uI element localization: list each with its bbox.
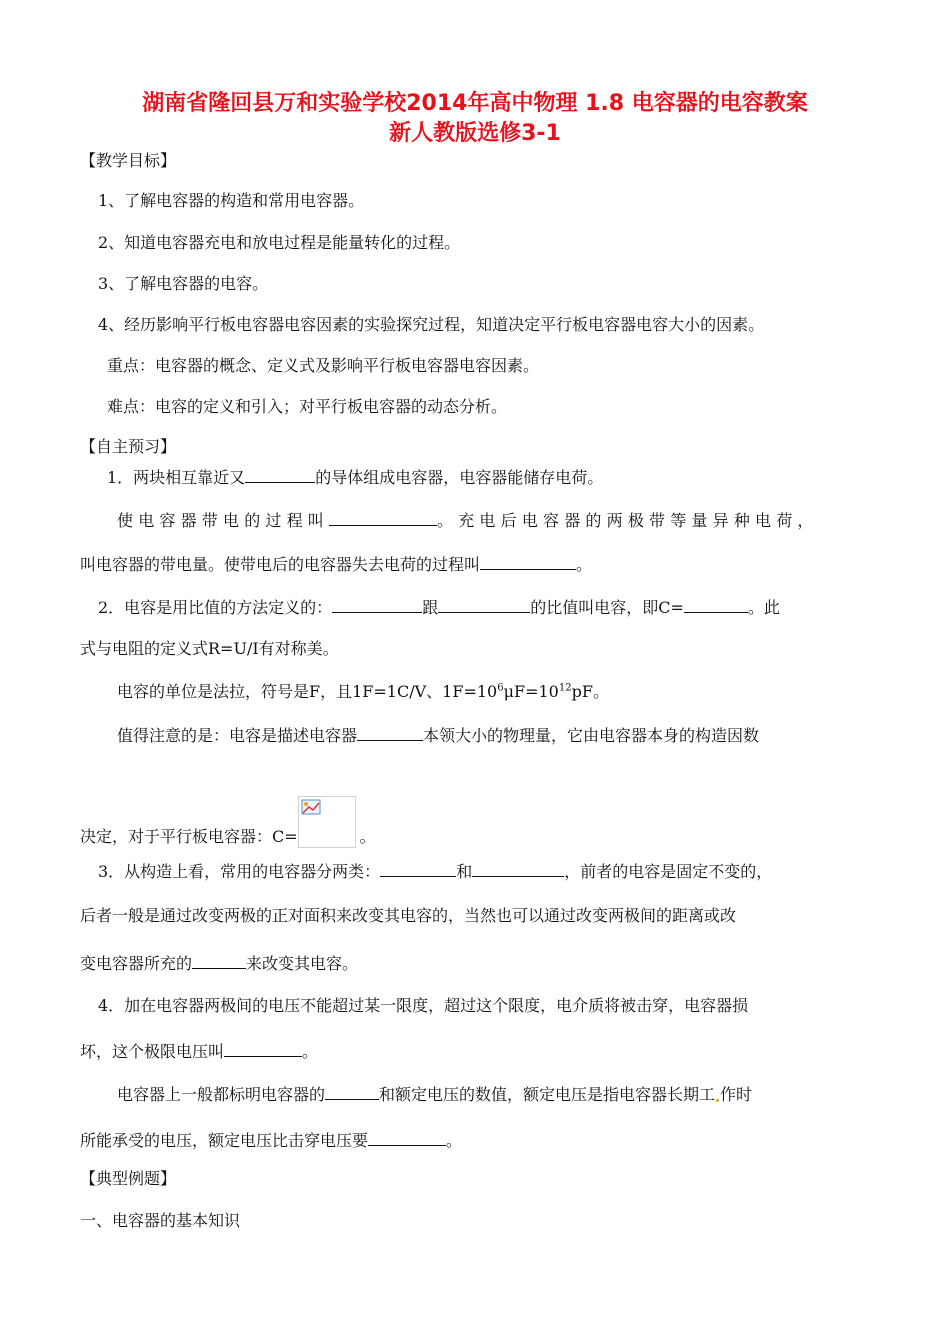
q2-text-a: 2．电容是用比值的方法定义的： [98,598,333,617]
q1-text-b: 的导体组成电容器，电容器能储存电荷。 [315,468,604,487]
preview-q1-line3 [80,552,592,576]
q2-blank-1 [332,595,422,613]
note-text-b: 本领大小的物理量，它由电容器本身的构造因数 [423,726,760,745]
q1-text-e: 叫电容器的带电量。使带电后的电容器失去电荷的过程叫 [80,555,481,574]
q1-blank-2 [329,508,437,526]
q3-blank-1 [380,859,456,877]
q1-text-f: 。 [576,555,593,574]
q3-blank-3 [192,951,246,969]
note-blank-1 [357,723,423,741]
preview-q2-line1 [98,595,780,619]
preview-q4-line3 [117,1082,752,1106]
q2-blank-3 [684,595,748,613]
unit-exponent-12: 12 [558,682,572,694]
q1-blank-1 [245,465,315,483]
preview-q3-line1 [98,859,772,883]
q4-text-c: 。 [302,1042,319,1061]
unit-text-a: 电容的单位是法拉，符号是F，且1F=1C/V、1F=10 [117,682,498,701]
capacitance-unit-line [117,681,609,703]
preview-q4-line1: 4．加在电容器两极间的电压不能超过某一限度，超过这个限度，电介质将被击穿，电容器损 [98,996,749,1015]
key-point: 重点：电容器的概念、定义式及影响平行板电容器电容因素。 [107,356,540,375]
formula-image-placeholder [298,796,356,848]
goal-item-1: 1、了解电容器的构造和常用电容器。 [98,191,365,210]
note-line1 [117,723,759,747]
q2-text-c: 的比值叫电容，即C= [530,598,684,617]
section-heading-goals: 【教学目标】 [80,151,177,170]
preview-q4-line2 [80,1039,318,1063]
q4-blank-3 [368,1128,446,1146]
section-heading-examples: 【典型例题】 [80,1169,177,1188]
unit-text-c: pF。 [571,682,609,701]
q3-text-f: 来改变其电容。 [246,954,359,973]
q1-text-c: 使电容器带电的过程叫 [117,511,330,530]
q3-text-e: 变电容器所充的 [80,954,193,973]
preview-q3-line3 [80,951,358,975]
q1-text-a: 1．两块相互靠近又 [107,468,246,487]
goal-item-3: 3、了解电容器的电容。 [98,274,269,293]
difficulty-point: 难点：电容的定义和引入；对平行板电容器的动态分析。 [107,397,508,416]
preview-q4-line4 [80,1128,462,1152]
document-title-line2: 新人教版选修3-1 [389,121,561,146]
goal-item-2: 2、知道电容器充电和放电过程是能量转化的过程。 [98,233,461,252]
preview-q2-line2: 式与电阻的定义式R=U/I有对称美。 [80,639,339,658]
q4-text-b: 坏，这个极限电压叫 [80,1042,225,1061]
q4-blank-2 [325,1082,379,1100]
q2-blank-2 [438,595,530,613]
note-text-c: 决定，对于平行板电容器：C= [80,827,298,846]
q4-text-d: 电容器上一般都标明电容器的 [117,1085,326,1104]
q1-blank-3 [480,552,576,570]
q3-blank-2 [472,859,564,877]
note-text-a: 值得注意的是：电容是描述电容器 [117,726,358,745]
section-heading-preview: 【自主预习】 [80,437,177,456]
q3-text-a: 3．从构造上看，常用的电容器分两类： [98,862,381,881]
note-line2 [80,796,376,848]
q4-text-g: 所能承受的电压，额定电压比击穿电压要 [80,1131,369,1150]
document-title-line1: 湖南省隆回县万和实验学校2014年高中物理 1.8 电容器的电容教案 [142,91,808,116]
preview-q3-line2: 后者一般是通过改变两极的正对面积来改变其电容的，当然也可以通过改变两极间的距离或改 [80,906,737,925]
q1-text-d: 。充电后电容器的两极带等量异种电荷， [437,511,819,530]
examples-section-1-title: 一、电容器的基本知识 [80,1211,241,1230]
preview-q1-line1 [107,465,603,489]
q3-text-b: 和 [456,862,473,881]
q4-text-h: 。 [446,1131,463,1150]
q4-blank-1 [224,1039,302,1057]
q3-text-c: ，前者的电容是固定不变的， [564,862,773,881]
q4-text-e: 和额定电压的数值，额定电压是指电容器长期工 [379,1085,716,1104]
preview-q1-line2 [117,508,819,532]
q4-text-f: 作时 [720,1085,753,1104]
q2-text-b: 跟 [422,598,439,617]
broken-image-icon [301,799,321,815]
unit-text-b: μF=10 [503,682,559,701]
unit-exponent-6: 6 [497,682,504,694]
watermark-dot [716,1099,719,1102]
q2-text-d: 。此 [747,598,780,617]
goal-item-4: 4、经历影响平行板电容器电容因素的实验探究过程，知道决定平行板电容器电容大小的因素。 [98,315,765,334]
note-text-d: 。 [359,827,376,846]
